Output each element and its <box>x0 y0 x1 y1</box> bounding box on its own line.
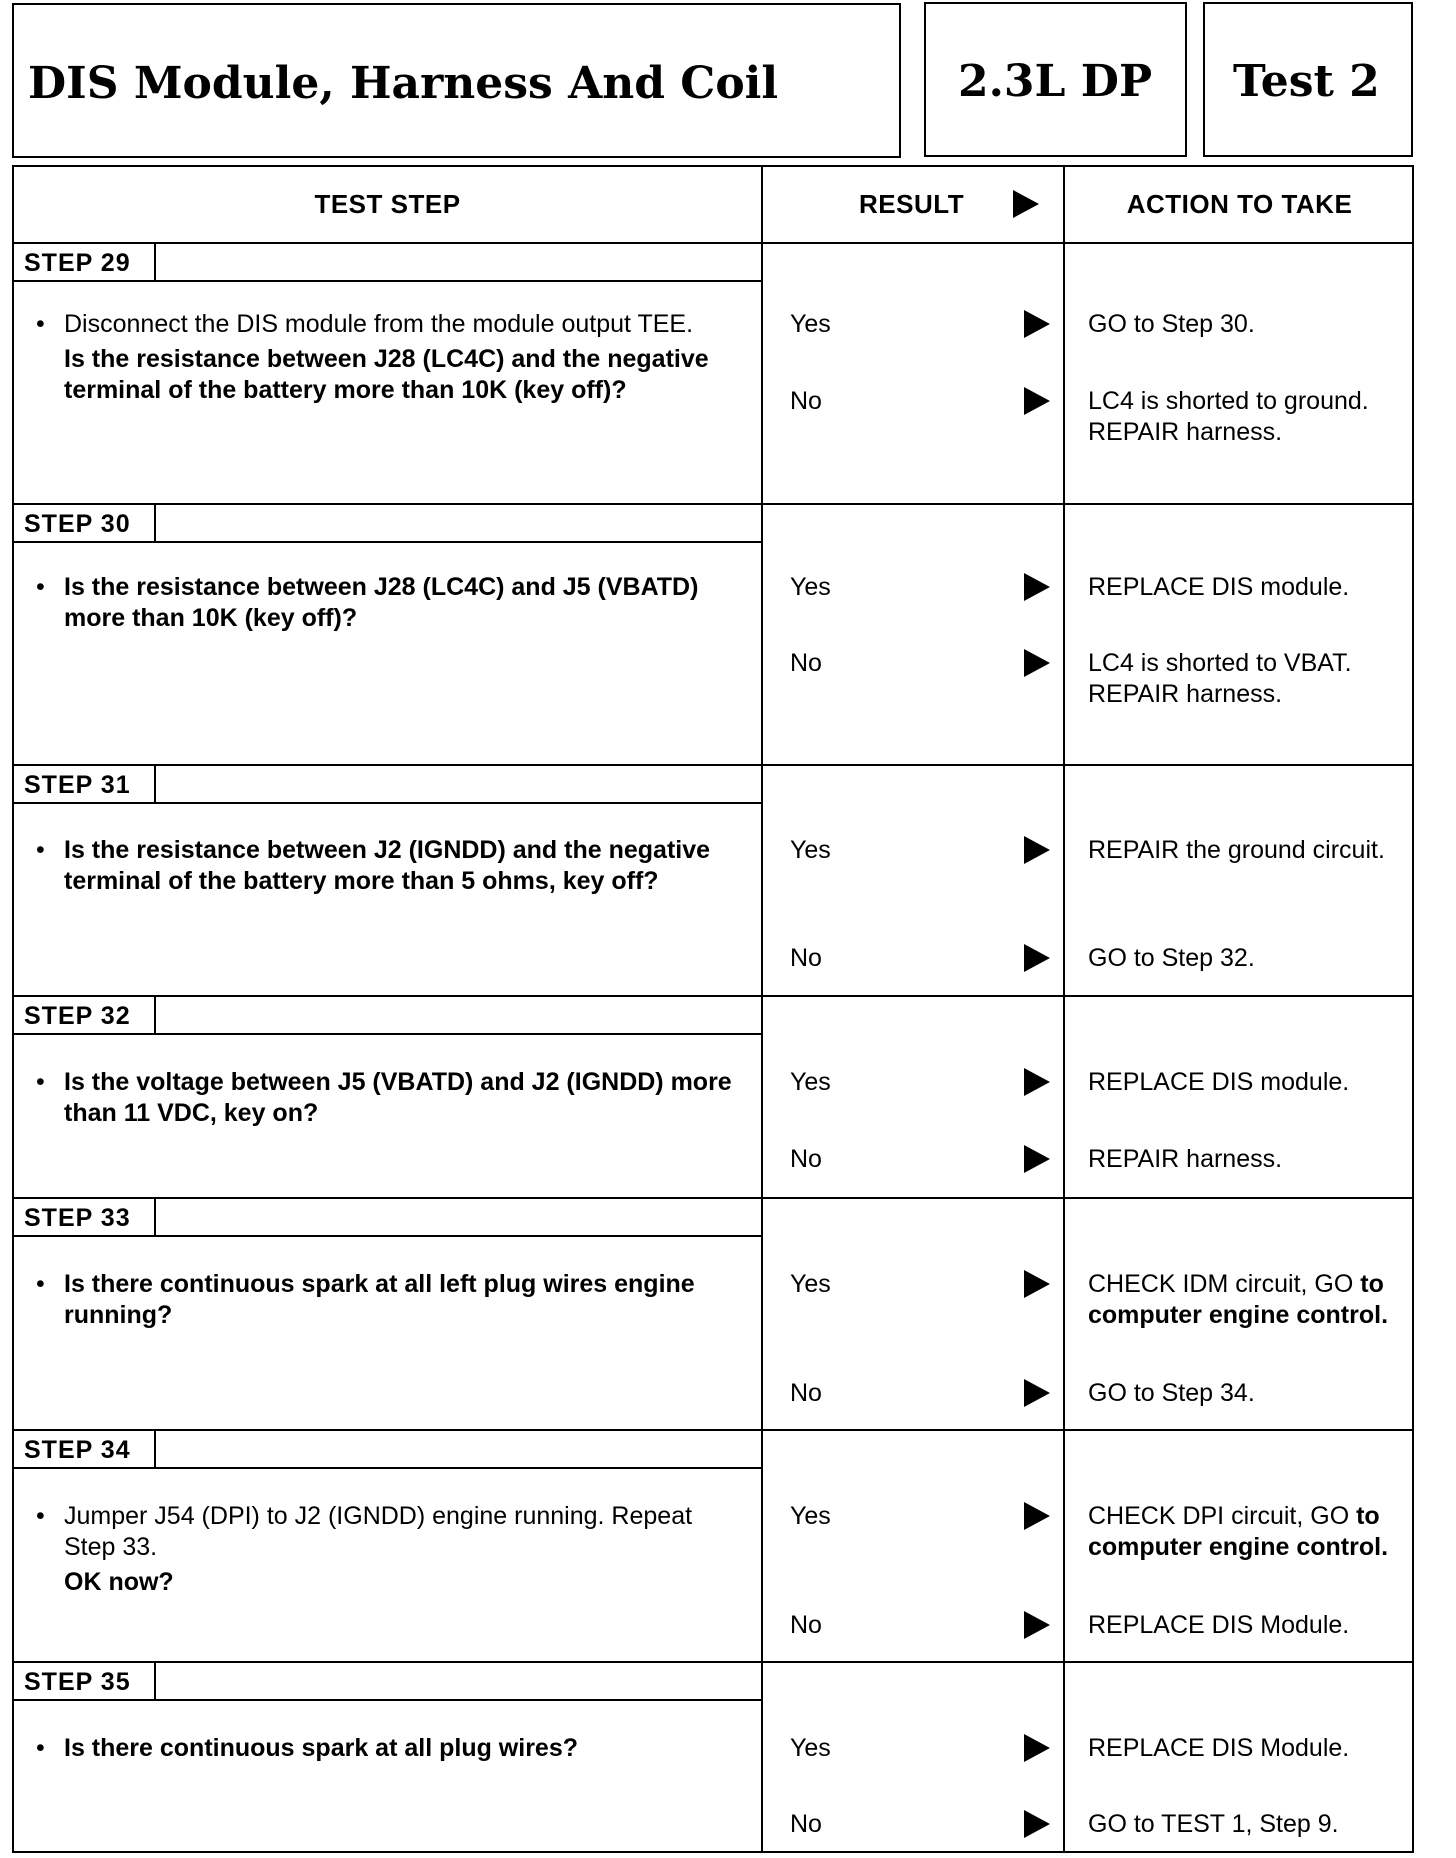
step-question <box>36 1501 736 1598</box>
arrow-right-icon <box>1024 1611 1050 1639</box>
test-number: Test 2 <box>1233 56 1380 107</box>
step-label: STEP 30 <box>14 505 156 543</box>
result-label: No <box>790 649 822 677</box>
step-question-text: Is the resistance between J2 (IGNDD) and the negative terminal of the battery more than 5 ohms, key off? <box>64 836 711 895</box>
row-divider <box>14 764 1412 766</box>
column-header-action: ACTION TO TAKE <box>1126 189 1353 219</box>
result-label: Yes <box>790 1502 831 1530</box>
action-text <box>1088 1501 1408 1563</box>
test-box <box>1203 2 1413 157</box>
result-label: No <box>790 944 822 972</box>
row-divider <box>14 242 1412 244</box>
page-title: DIS Module, Harness And Coil <box>28 58 779 109</box>
step-question <box>36 1269 736 1331</box>
column-header-test-step: TEST STEP <box>314 189 461 219</box>
engine-box <box>924 2 1187 157</box>
step-question <box>36 572 736 634</box>
bullet-icon: • <box>36 1734 45 1762</box>
row-divider <box>14 995 1412 997</box>
action-text: GO to Step 32. <box>1088 944 1255 972</box>
step-instruction: Jumper J54 (DPI) to J2 (IGNDD) engine running. Repeat Step 33. <box>64 1502 693 1561</box>
action-text: REPAIR the ground circuit. <box>1088 836 1385 864</box>
step-question <box>36 1067 736 1129</box>
step-question-text: Is the resistance between J28 (LC4C) and J5 (VBATD) more than 10K (key off)? <box>64 573 699 632</box>
step-question-text: Is there continuous spark at all left plug wires engine running? <box>64 1270 695 1329</box>
step-question-text: OK now? <box>64 1568 174 1596</box>
action-text: LC4 is shorted to ground. REPAIR harness. <box>1088 387 1369 446</box>
bullet-icon: • <box>36 573 45 601</box>
arrow-right-icon <box>1024 1068 1050 1096</box>
row-divider <box>14 1429 1412 1431</box>
arrow-right-icon <box>1024 1270 1050 1298</box>
step-instruction: Disconnect the DIS module from the module output TEE. <box>64 310 694 338</box>
bullet-icon: • <box>36 1502 45 1530</box>
action-text-bold: to computer engine control. <box>1088 1270 1389 1329</box>
column-header-result <box>763 167 1063 242</box>
step-label: STEP 33 <box>14 1199 156 1237</box>
arrow-right-icon <box>1024 310 1050 338</box>
step-question-text: Is there continuous spark at all plug wires? <box>64 1734 579 1762</box>
result-label: No <box>790 1611 822 1639</box>
arrow-right-icon <box>1024 944 1050 972</box>
row-divider <box>14 1661 1412 1663</box>
row-divider <box>14 1197 1412 1199</box>
action-text: REPLACE DIS Module. <box>1088 1611 1350 1639</box>
step-question <box>36 835 736 897</box>
action-text: GO to Step 30. <box>1088 310 1255 338</box>
result-label: Yes <box>790 836 831 864</box>
action-text: GO to TEST 1, Step 9. <box>1088 1810 1339 1838</box>
title-box <box>12 3 901 158</box>
bullet-icon: • <box>36 310 45 338</box>
step-question <box>36 309 736 406</box>
result-label: Yes <box>790 1068 831 1096</box>
step-question-text: Is the resistance between J28 (LC4C) and the negative terminal of the battery more than 10K (key off)? <box>64 345 709 404</box>
arrow-right-icon <box>1024 573 1050 601</box>
action-text: LC4 is shorted to VBAT. REPAIR harness. <box>1088 649 1352 708</box>
arrow-right-icon <box>1024 1810 1050 1838</box>
column-header-result-label: RESULT <box>859 189 965 219</box>
result-label: No <box>790 1810 822 1838</box>
bullet-icon: • <box>36 1270 45 1298</box>
step-question-text: Is the voltage between J5 (VBATD) and J2 (IGNDD) more than 11 VDC, key on? <box>64 1068 732 1127</box>
arrow-right-icon <box>1024 387 1050 415</box>
step-underline <box>156 541 761 543</box>
step-underline <box>156 1699 761 1701</box>
bullet-icon: • <box>36 1068 45 1096</box>
action-text: REPAIR harness. <box>1088 1145 1283 1173</box>
step-label: STEP 29 <box>14 244 156 282</box>
result-label: No <box>790 1145 822 1173</box>
arrow-right-icon <box>1024 649 1050 677</box>
arrow-right-icon <box>1024 1145 1050 1173</box>
result-label: Yes <box>790 573 831 601</box>
step-label: STEP 35 <box>14 1663 156 1701</box>
action-text: REPLACE DIS Module. <box>1088 1734 1350 1762</box>
step-underline <box>156 802 761 804</box>
arrow-right-icon <box>1024 1734 1050 1762</box>
step-underline <box>156 1467 761 1469</box>
test-table <box>12 165 1414 1853</box>
column-divider <box>1063 167 1065 1851</box>
bullet-icon: • <box>36 836 45 864</box>
result-label: No <box>790 387 822 415</box>
action-text: GO to Step 34. <box>1088 1379 1255 1407</box>
action-text: REPLACE DIS module. <box>1088 573 1350 601</box>
result-label: No <box>790 1379 822 1407</box>
step-label: STEP 31 <box>14 766 156 804</box>
step-underline <box>156 280 761 282</box>
action-text-line: CHECK DPI circuit, GO <box>1088 1502 1350 1530</box>
engine-code: 2.3L DP <box>958 56 1153 107</box>
arrow-right-icon <box>1024 1379 1050 1407</box>
row-divider <box>14 503 1412 505</box>
arrow-right-icon <box>1013 190 1039 218</box>
arrow-right-icon <box>1024 836 1050 864</box>
step-question <box>36 1733 736 1764</box>
step-label: STEP 32 <box>14 997 156 1035</box>
result-label: Yes <box>790 1270 831 1298</box>
arrow-right-icon <box>1024 1502 1050 1530</box>
action-text-bold: to computer engine control. <box>1088 1502 1389 1561</box>
result-label: Yes <box>790 310 831 338</box>
step-underline <box>156 1033 761 1035</box>
column-divider <box>761 167 763 1851</box>
step-label: STEP 34 <box>14 1431 156 1469</box>
result-label: Yes <box>790 1734 831 1762</box>
step-underline <box>156 1235 761 1237</box>
action-text: REPLACE DIS module. <box>1088 1068 1350 1096</box>
action-text <box>1088 1269 1408 1331</box>
action-text-line: CHECK IDM circuit, GO <box>1088 1270 1354 1298</box>
